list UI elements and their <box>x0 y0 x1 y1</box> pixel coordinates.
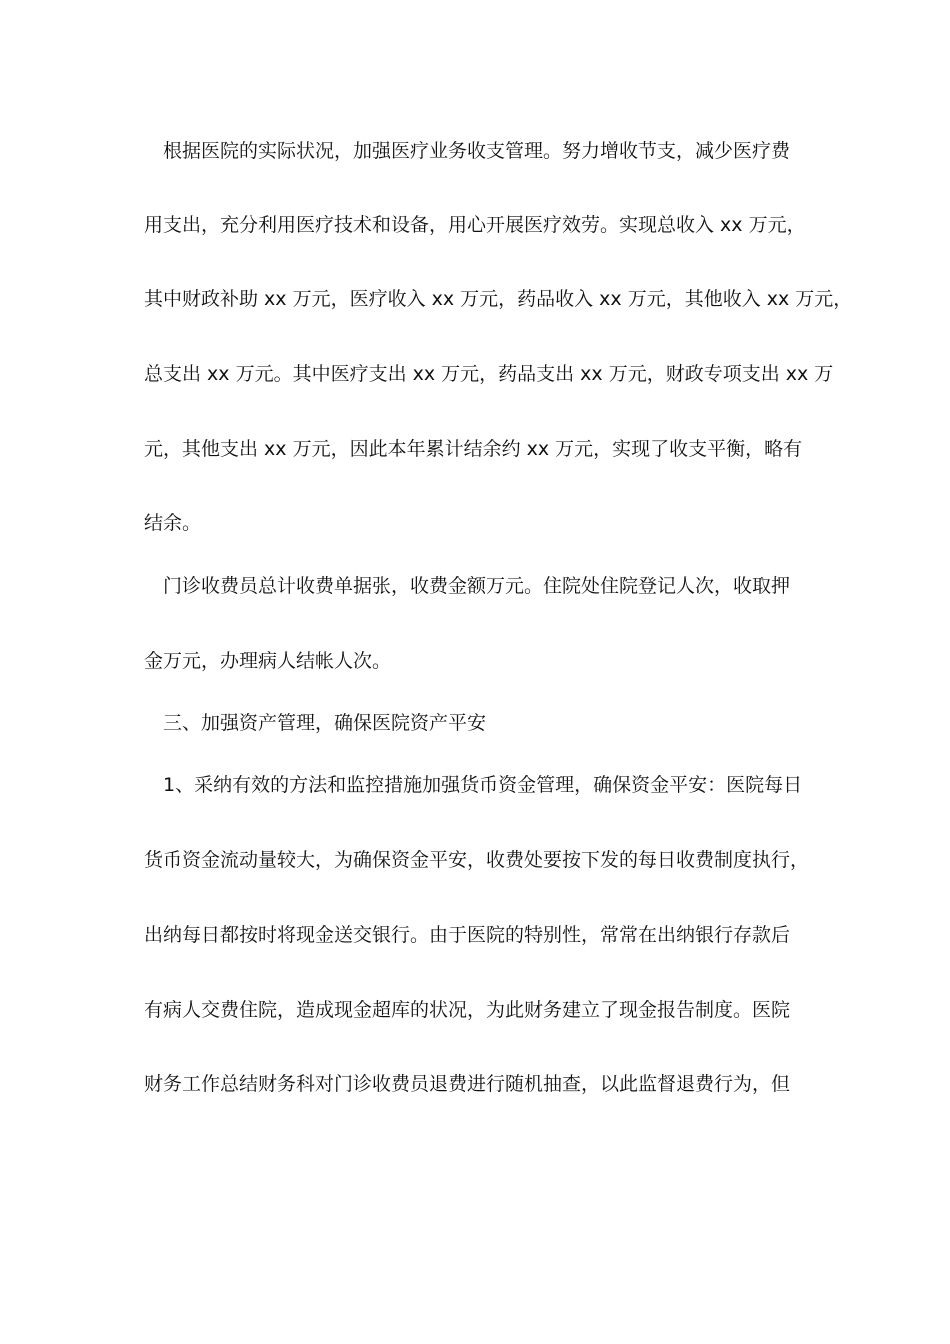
paragraph-line-7: 门诊收费员总计收费单据张，收费金额万元。住院处住院登记人次，收取押 <box>163 575 791 597</box>
paragraph-line-11: 货币资金流动量较大，为确保资金平安，收费处要按下发的每日收费制度执行， <box>144 849 810 871</box>
paragraph-line-3: 其中财政补助 xx 万元，医疗收入 xx 万元，药品收入 xx 万元，其他收入 xx 万元， <box>144 288 853 310</box>
paragraph-line-10: 1、采纳有效的方法和监控措施加强货币资金管理，确保资金平安：医院每日 <box>163 774 803 796</box>
paragraph-line-8: 金万元，办理病人结帐人次。 <box>144 650 392 672</box>
paragraph-line-13: 有病人交费住院，造成现金超库的状况，为此财务建立了现金报告制度。医院 <box>144 999 791 1021</box>
paragraph-line-2: 用支出，充分利用医疗技术和设备，用心开展医疗效劳。实现总收入 xx 万元， <box>144 214 806 236</box>
section-heading: 三、加强资产管理，确保医院资产平安 <box>163 712 487 734</box>
paragraph-line-14: 财务工作总结财务科对门诊收费员退费进行随机抽查，以此监督退费行为，但 <box>144 1073 791 1095</box>
paragraph-line-4: 总支出 xx 万元。其中医疗支出 xx 万元，药品支出 xx 万元，财政专项支出 xx 万 <box>144 363 834 385</box>
paragraph-line-1: 根据医院的实际状况，加强医疗业务收支管理。努力增收节支，减少医疗费 <box>163 140 791 162</box>
paragraph-line-5: 元，其他支出 xx 万元，因此本年累计结余约 xx 万元，实现了收支平衡，略有 <box>144 438 803 460</box>
paragraph-line-6: 结余。 <box>144 512 202 534</box>
paragraph-line-12: 出纳每日都按时将现金送交银行。由于医院的特别性，常常在出纳银行存款后 <box>144 924 791 946</box>
